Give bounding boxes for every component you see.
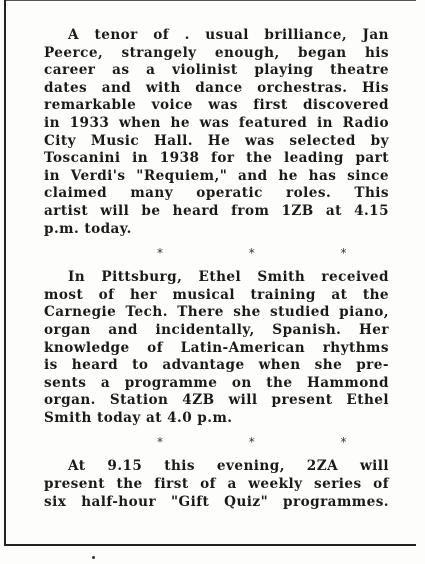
text-line: is heard to advantage when she pre- xyxy=(44,357,389,374)
text-line: claimed many operatic roles. This xyxy=(44,185,389,202)
text-line: organ and incidentally, Spanish. Her xyxy=(44,321,389,338)
text-line: artist will be heard from 1ZB at 4.15 xyxy=(44,202,389,219)
left-border-rule xyxy=(4,0,6,546)
text-line: Peerce, strangely enough, began his xyxy=(44,44,389,61)
text-line: most of her musical training at the xyxy=(44,286,389,303)
text-line: Toscanini in 1938 for the leading part xyxy=(44,150,389,167)
paragraph-gift-quiz xyxy=(44,458,389,511)
text-line: sents a programme on the Hammond xyxy=(44,374,389,391)
text-line: A tenor of . usual brilliance, Jan xyxy=(68,27,389,43)
text-line: six half-hour "Gift Quiz" programmes. xyxy=(44,493,389,510)
text-line: knowledge of Latin-American rhythms xyxy=(44,339,389,356)
star-ornament: * xyxy=(157,435,164,450)
text-line: Carnegie Tech. There she studied piano, xyxy=(44,304,389,321)
text-line: in Verdi's "Requiem," and he has since xyxy=(44,167,389,184)
paragraph-ethel-smith xyxy=(44,269,389,427)
star-ornament: * xyxy=(340,435,347,450)
text-line: In Pittsburg, Ethel Smith received xyxy=(68,269,389,286)
paragraph-jan-peerce xyxy=(44,27,389,238)
article-column xyxy=(44,27,389,511)
text-line: in 1933 when he was featured in Radio xyxy=(44,114,389,131)
text-line: career as a violinist playing theatre xyxy=(44,62,389,79)
text-line: At 9.15 this evening, 2ZA will xyxy=(68,458,389,475)
text-line: Smith today at 4.0 p.m. xyxy=(44,409,233,426)
text-line: present the first of a weekly series of xyxy=(44,476,389,493)
ink-speck xyxy=(92,556,95,559)
star-ornament: * xyxy=(340,246,347,261)
section-separator xyxy=(157,246,347,260)
text-line: remarkable voice was first discovered xyxy=(44,97,389,114)
section-separator xyxy=(157,435,347,449)
text-line: City Music Hall. He was selected by xyxy=(44,132,389,149)
top-border-rule xyxy=(4,0,416,1)
text-line: p.m. today. xyxy=(44,220,132,237)
text-line: organ. Station 4ZB will present Ethel xyxy=(44,392,389,409)
bottom-border-rule xyxy=(4,544,416,546)
star-ornament: * xyxy=(248,246,256,261)
text-line: dates and with dance orchestras. His xyxy=(44,79,389,96)
star-ornament: * xyxy=(157,246,164,261)
star-ornament: * xyxy=(248,435,256,450)
